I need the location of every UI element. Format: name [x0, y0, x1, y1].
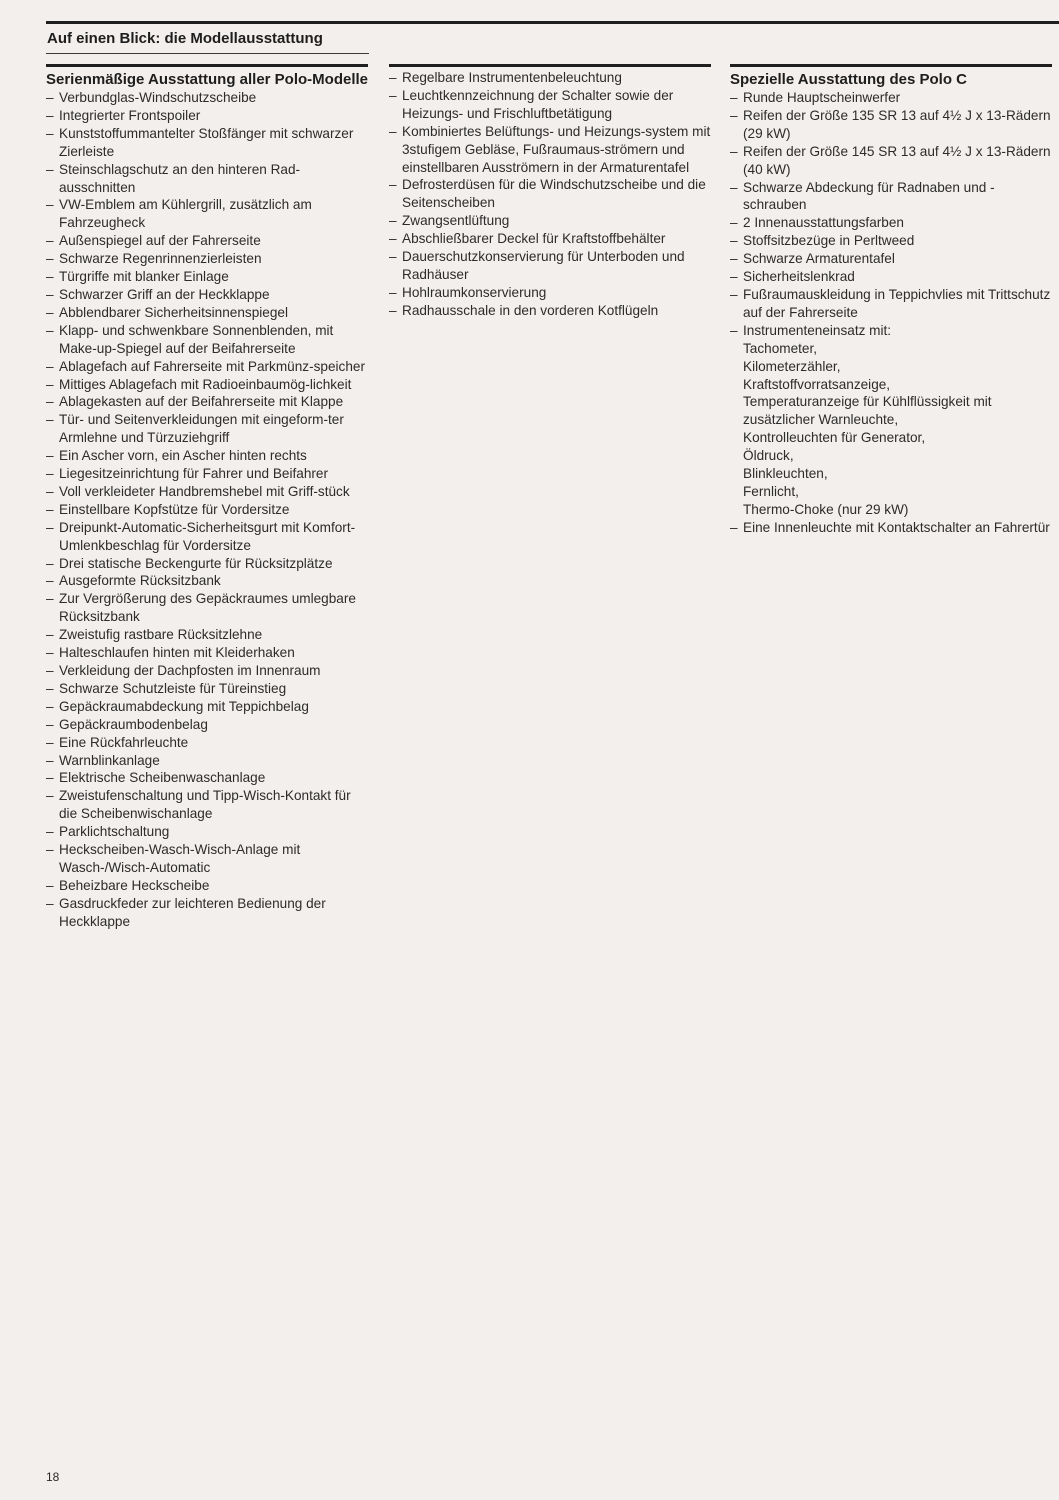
list-item: – Gepäckraumabdeckung mit Teppichbelag — [46, 698, 368, 716]
list-item: – Eine Innenleuchte mit Kontaktschalter an Fahrertür — [730, 519, 1052, 537]
column-heading: Spezielle Ausstattung des Polo C — [730, 71, 967, 88]
list-item: – Voll verkleideter Handbremshebel mit Griff-stück — [46, 483, 368, 501]
column-standard-equipment-continued — [389, 64, 711, 320]
column-standard-equipment — [46, 64, 368, 931]
title-underline — [46, 53, 369, 54]
equipment-list — [46, 89, 368, 931]
list-item: – Leuchtkennzeichnung der Schalter sowie der Heizungs- und Frischluftbetätigung — [389, 87, 711, 123]
list-item: – Dreipunkt-Automatic-Sicherheitsgurt mit Komfort-Umlenkbeschlag für Vordersitze — [46, 519, 368, 555]
list-item: – Zweistufenschaltung und Tipp-Wisch-Kontakt für die Scheibenwischanlage — [46, 787, 368, 823]
list-item: – Stoffsitzbezüge in Perltweed — [730, 232, 1052, 250]
list-item: – Halteschlaufen hinten mit Kleiderhaken — [46, 644, 368, 662]
list-item: – Abblendbarer Sicherheitsinnenspiegel — [46, 304, 368, 322]
equipment-list — [730, 89, 1052, 537]
instrument-sub-item: Kontrolleuchten für Generator, — [743, 430, 926, 446]
list-item: – Reifen der Größe 145 SR 13 auf 4½ J x 13-Rädern (40 kW) — [730, 143, 1052, 179]
list-item: – Gepäckraumbodenbelag — [46, 716, 368, 734]
list-item: – VW-Emblem am Kühlergrill, zusätzlich am Fahrzeugheck — [46, 196, 368, 232]
instrument-sub-item: Kilometerzähler, — [743, 358, 841, 374]
equipment-list — [389, 69, 711, 320]
list-item: – Integrierter Frontspoiler — [46, 107, 368, 125]
list-item: – Kunststoffummantelter Stoßfänger mit schwarzer Zierleiste — [46, 125, 368, 161]
list-item: – Defrosterdüsen für die Windschutzscheibe und die Seitenscheiben — [389, 176, 711, 212]
list-item: – Sicherheitslenkrad — [730, 268, 1052, 286]
list-item: – Türgriffe mit blanker Einlage — [46, 268, 368, 286]
list-item: – Eine Rückfahrleuchte — [46, 734, 368, 752]
list-item: – Regelbare Instrumentenbeleuchtung — [389, 69, 711, 87]
column-rule — [389, 64, 711, 67]
list-item: – Reifen der Größe 135 SR 13 auf 4½ J x 13-Rädern (29 kW) — [730, 107, 1052, 143]
instrument-sub-item: Tachometer, — [743, 340, 818, 356]
list-item: – Schwarze Regenrinnenzierleisten — [46, 250, 368, 268]
list-item: – Warnblinkanlage — [46, 752, 368, 770]
column-heading: Serienmäßige Ausstattung aller Polo-Modelle — [46, 71, 369, 88]
list-item: – Liegesitzeinrichtung für Fahrer und Beifahrer — [46, 465, 368, 483]
list-item: – Ablagekasten auf der Beifahrerseite mit Klappe — [46, 393, 368, 411]
list-item: – Schwarze Armaturentafel — [730, 250, 1052, 268]
list-item: – Zweistufig rastbare Rücksitzlehne — [46, 626, 368, 644]
list-item: – Klapp- und schwenkbare Sonnenblenden, mit Make-up-Spiegel auf der Beifahrerseite — [46, 322, 368, 358]
instrument-sub-item: Öldruck, — [743, 448, 794, 464]
list-item: – Einstellbare Kopfstütze für Vordersitze — [46, 501, 368, 519]
list-item: – Heckscheiben-Wasch-Wisch-Anlage mit Wasch-/Wisch-Automatic — [46, 841, 368, 877]
list-item: – Runde Hauptscheinwerfer — [730, 89, 1052, 107]
column-rule — [46, 64, 368, 67]
top-rule — [46, 21, 1059, 24]
list-item: – Fußraumauskleidung in Teppichvlies mit Trittschutz auf der Fahrerseite — [730, 286, 1052, 322]
list-item: – Ablagefach auf Fahrerseite mit Parkmünz-speicher — [46, 358, 368, 376]
list-item: – Dauerschutzkonservierung für Unterboden und Radhäuser — [389, 248, 711, 284]
instrument-sub-item: Temperaturanzeige für Kühlflüssigkeit mit zusätzlicher Warnleuchte, — [743, 394, 992, 428]
list-item: – Schwarze Schutzleiste für Türeinstieg — [46, 680, 368, 698]
list-item: – Beheizbare Heckscheibe — [46, 877, 368, 895]
list-item: – Ein Ascher vorn, ein Ascher hinten rechts — [46, 447, 368, 465]
list-item: – Radhausschale in den vorderen Kotflügeln — [389, 302, 711, 320]
instrument-sub-item: Kraftstoffvorratsanzeige, — [743, 376, 891, 392]
list-item: – Gasdruckfeder zur leichteren Bedienung der Heckklappe — [46, 895, 368, 931]
list-item: – Zwangsentlüftung — [389, 212, 711, 230]
list-item: – Verkleidung der Dachpfosten im Innenraum — [46, 662, 368, 680]
list-item: – Verbundglas-Windschutzscheibe — [46, 89, 368, 107]
list-item: – Schwarzer Griff an der Heckklappe — [46, 286, 368, 304]
list-item: – Zur Vergrößerung des Gepäckraumes umlegbare Rücksitzbank — [46, 590, 368, 626]
list-item: – Instrumenteneinsatz mit: — [730, 322, 1052, 340]
list-item: – Mittiges Ablagefach mit Radioeinbaumög-lichkeit — [46, 376, 368, 394]
page-number: 18 — [46, 1470, 60, 1484]
instrument-sub-item: Fernlicht, — [743, 483, 799, 499]
instrument-sub-item: Thermo-Choke (nur 29 kW) — [743, 501, 909, 517]
page-title: Auf einen Blick: die Modellausstattung — [47, 30, 323, 47]
list-item: – Abschließbarer Deckel für Kraftstoffbehälter — [389, 230, 711, 248]
list-item: – Tür- und Seitenverkleidungen mit eingeform-ter Armlehne und Türzuziehgriff — [46, 411, 368, 447]
list-item: – 2 Innenausstattungsfarben — [730, 214, 1052, 232]
column-rule — [730, 64, 1052, 67]
column-polo-c-equipment — [730, 64, 1052, 537]
list-item: – Außenspiegel auf der Fahrerseite — [46, 232, 368, 250]
list-item: – Schwarze Abdeckung für Radnaben und -schrauben — [730, 179, 1052, 215]
list-item: – Parklichtschaltung — [46, 823, 368, 841]
list-item: – Kombiniertes Belüftungs- und Heizungs-system mit 3stufigem Gebläse, Fußraumaus-strömern und einstellbaren Ausströmern in der Armaturentafel — [389, 123, 711, 177]
instrument-sub-item: Blinkleuchten, — [743, 466, 828, 482]
list-item: – Ausgeformte Rücksitzbank — [46, 572, 368, 590]
list-item: – Hohlraumkonservierung — [389, 284, 711, 302]
list-item: – Drei statische Beckengurte für Rücksitzplätze — [46, 555, 368, 573]
list-item: – Elektrische Scheibenwaschanlage — [46, 769, 368, 787]
list-item: – Steinschlagschutz an den hinteren Rad-ausschnitten — [46, 161, 368, 197]
